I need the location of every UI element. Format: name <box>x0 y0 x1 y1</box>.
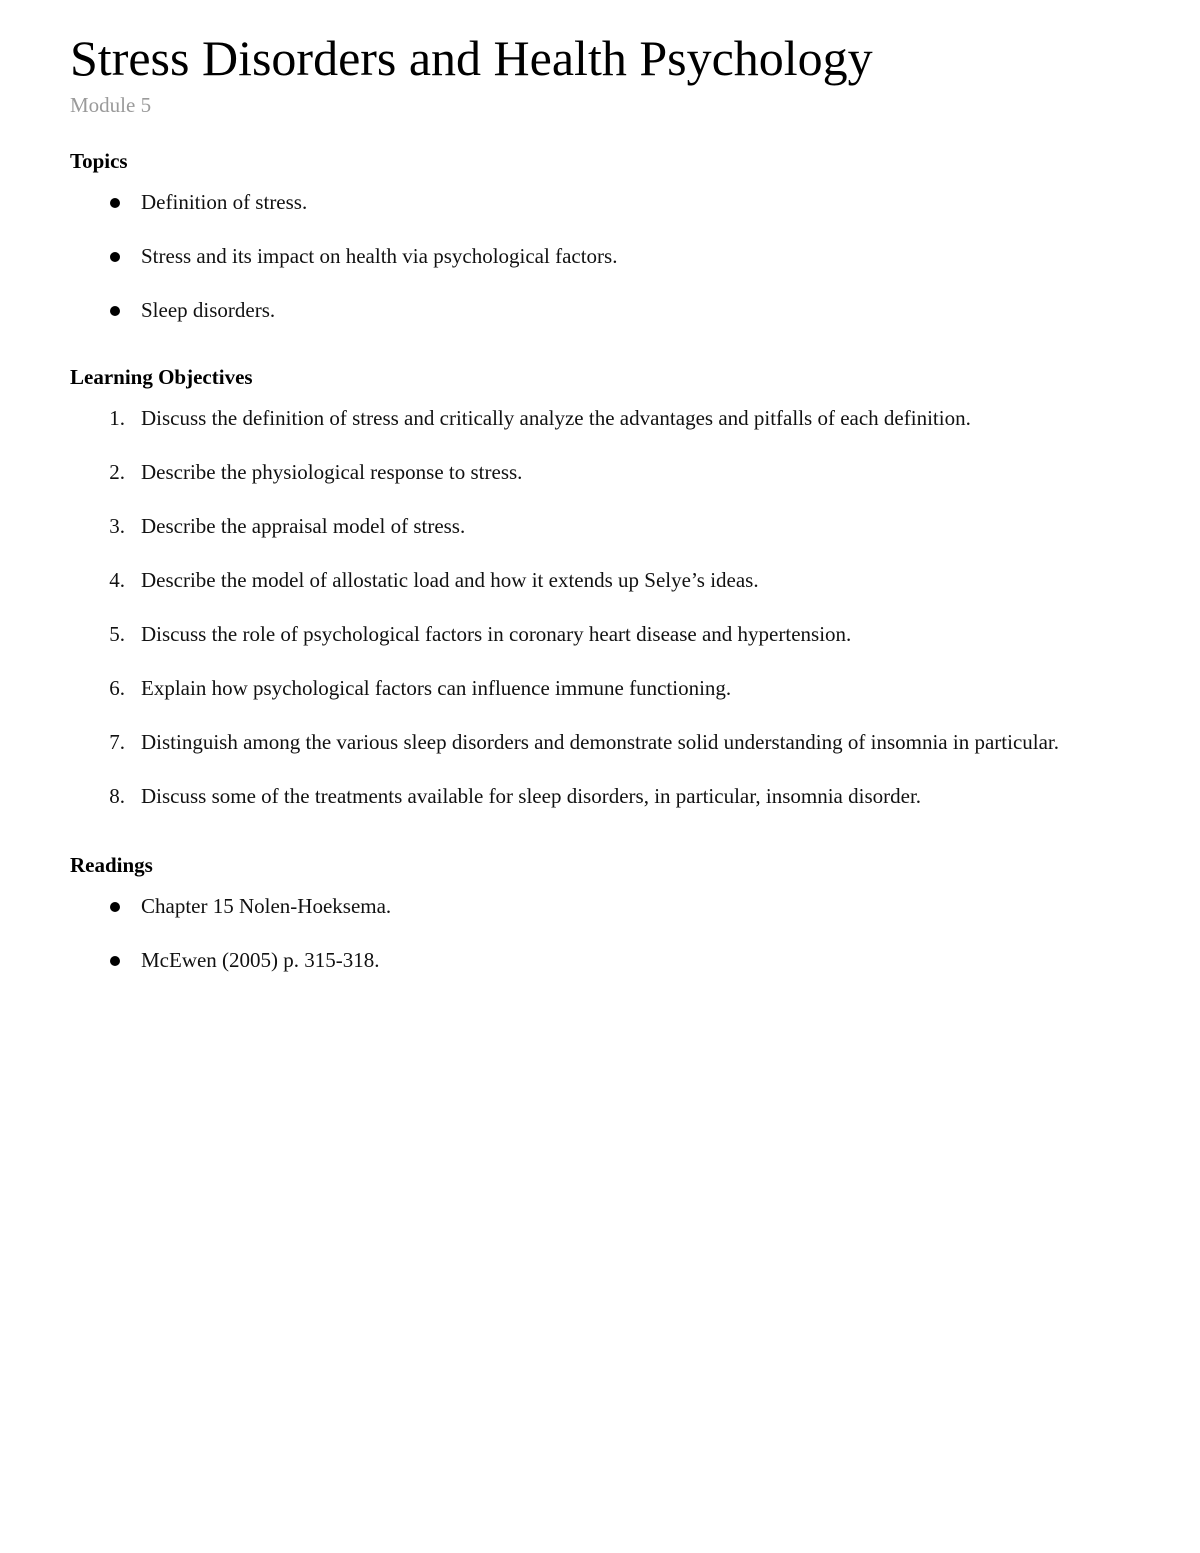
document-title: Stress Disorders and Health Psychology <box>70 30 873 86</box>
topic-text: Stress and its impact on health via psychological factors. <box>141 244 618 268</box>
objective-text: Describe the appraisal model of stress. <box>141 514 466 538</box>
readings-list <box>70 879 1130 987</box>
list-item <box>70 715 1130 769</box>
bullet-icon <box>110 306 120 316</box>
list-item <box>70 661 1130 715</box>
list-item <box>70 607 1130 661</box>
objective-text: Describe the physiological response to stress. <box>141 460 523 484</box>
topic-text: Sleep disorders. <box>141 298 276 322</box>
list-item <box>70 879 1130 933</box>
list-item <box>70 553 1130 607</box>
list-item <box>70 175 1130 229</box>
readings-heading: Readings <box>70 853 153 877</box>
list-item <box>70 499 1130 553</box>
item-number: 5. <box>109 622 125 646</box>
learning-objectives-list <box>70 391 1130 823</box>
item-number: 6. <box>109 676 125 700</box>
learning-objectives-heading: Learning Objectives <box>70 365 253 389</box>
topics-heading: Topics <box>70 149 128 173</box>
bullet-icon <box>110 252 120 262</box>
item-number: 3. <box>109 514 125 538</box>
list-item <box>70 391 1130 445</box>
objective-text: Describe the model of allostatic load and how it extends up Selye’s ideas. <box>141 568 759 592</box>
document-subtitle: Module 5 <box>70 93 152 117</box>
bullet-icon <box>110 902 120 912</box>
topic-text: Definition of stress. <box>141 190 308 214</box>
reading-text: McEwen (2005) p. 315-318. <box>141 948 380 972</box>
bullet-icon <box>110 956 120 966</box>
list-item <box>70 283 1130 337</box>
list-item <box>70 769 1130 823</box>
reading-text: Chapter 15 Nolen-Hoeksema. <box>141 894 392 918</box>
list-item <box>70 445 1130 499</box>
objective-text: Explain how psychological factors can influence immune functioning. <box>141 676 732 700</box>
item-number: 2. <box>109 460 125 484</box>
topics-list <box>70 175 1130 337</box>
list-item <box>70 933 1130 987</box>
item-number: 4. <box>109 568 125 592</box>
objective-text: Discuss some of the treatments available for sleep disorders, in particular, insomnia disorder. <box>141 784 922 808</box>
objective-text: Distinguish among the various sleep disorders and demonstrate solid understanding of insomnia in particular. <box>141 730 1060 754</box>
item-number: 7. <box>109 730 125 754</box>
objective-text: Discuss the definition of stress and critically analyze the advantages and pitfalls of each definition. <box>141 406 971 430</box>
bullet-icon <box>110 198 120 208</box>
item-number: 8. <box>109 784 125 808</box>
item-number: 1. <box>109 406 125 430</box>
list-item <box>70 229 1130 283</box>
objective-text: Discuss the role of psychological factors in coronary heart disease and hypertension. <box>141 622 852 646</box>
